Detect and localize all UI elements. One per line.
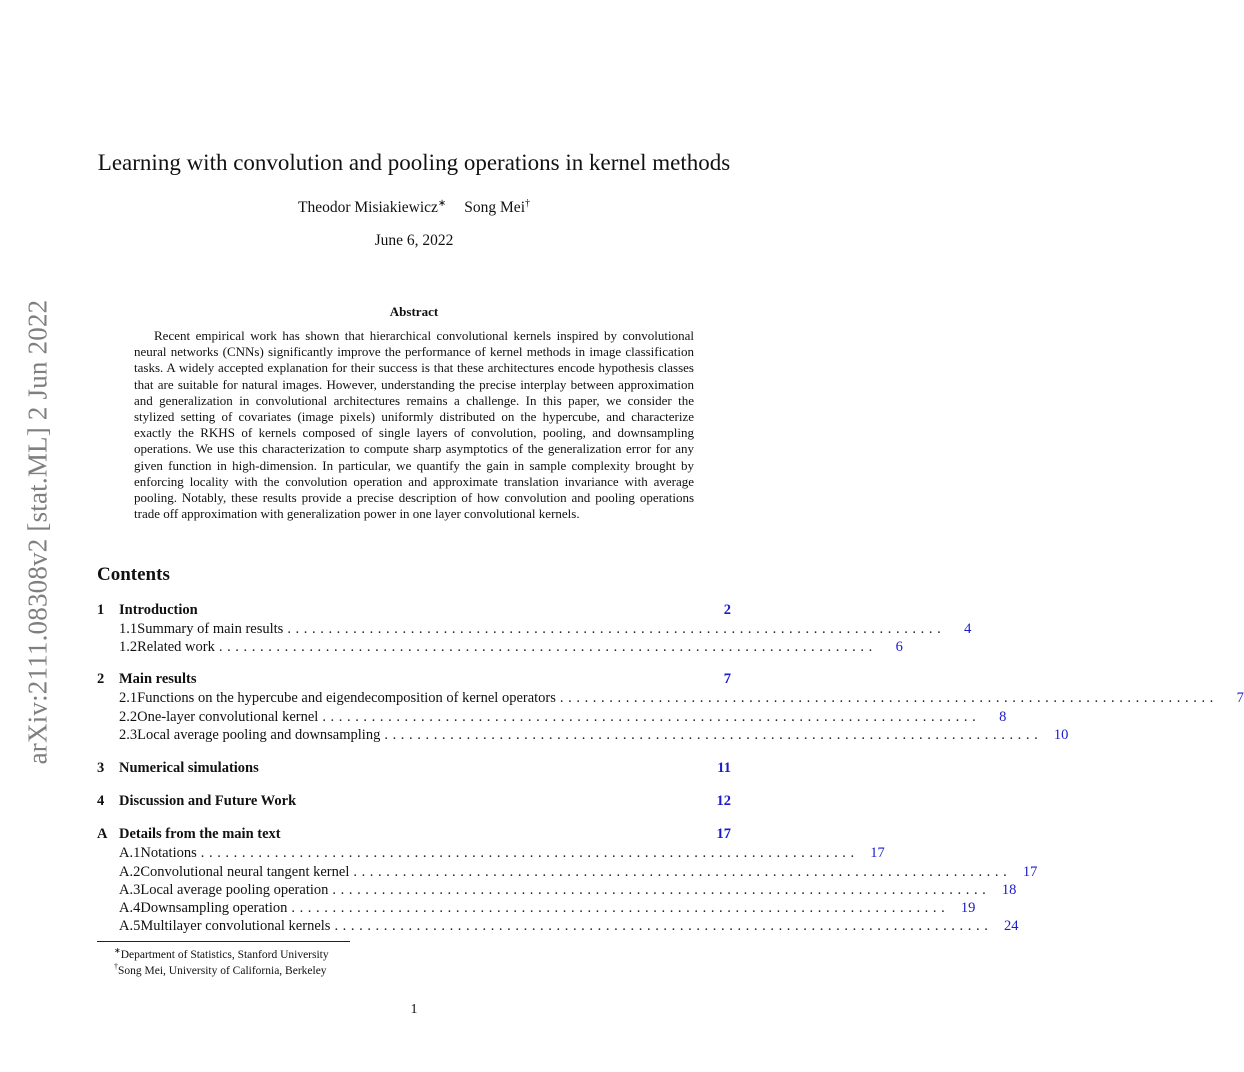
toc-leader-dots: ................................................................................ bbox=[384, 727, 1043, 743]
toc-entry-number: 1.1 bbox=[119, 621, 138, 637]
toc-leader-dots: ................................................................................ bbox=[322, 709, 981, 725]
toc-subsection-entry[interactable] bbox=[97, 900, 976, 918]
contents-heading: Contents bbox=[97, 564, 170, 585]
toc-entry-title[interactable]: Numerical simulations bbox=[119, 760, 259, 776]
toc-leader-dots: ................................................................................ bbox=[200, 845, 859, 861]
author-affiliation-mark[interactable]: ∗ bbox=[437, 198, 447, 209]
toc-leader-dots: ................................................................................ bbox=[559, 690, 1218, 706]
toc-subsection-entry[interactable] bbox=[97, 918, 1019, 936]
footnote-divider bbox=[97, 941, 350, 942]
toc-page-link[interactable]: 11 bbox=[717, 760, 731, 776]
abstract-body: Recent empirical work has shown that hierarchical convolutional kernels inspired by convolutional neural networks (CNNs) significantly improve the performance of kernel methods in image classification tasks. A widely accepted explanation for their success is that these architectures encode hypothesis classes that are suitable for natural images. However, understanding the precise interplay between approximation and generalization in convolutional architectures remains a challenge. In this paper, we consider the stylized setting of covariates (image pixels) uniformly distributed on the hypercube, and characterize exactly the RKHS of kernels composed of single layers of convolution, pooling, and downsampling operations. We use this characterization to compute sharp asymptotics of the generalization error for any given function in high-dimension. In particular, we quantify the gain in sample complexity brought by enforcing locality with the convolution operation and approximate translation invariance with average pooling. Notably, these results provide a precise description of how convolution and pooling operations trade off approximation with generalization power in one layer convolutional kernels. bbox=[134, 328, 694, 522]
toc-entry-number: 4 bbox=[97, 793, 105, 809]
toc-entry-title[interactable]: Convolutional neural tangent kernel bbox=[140, 864, 350, 880]
toc-entry-number: 1.2 bbox=[119, 639, 138, 655]
toc-entry-title[interactable]: Functions on the hypercube and eigendecomposition of kernel operators bbox=[137, 690, 556, 706]
toc-entry-number: 2.1 bbox=[119, 690, 138, 706]
toc-page-link[interactable]: 12 bbox=[716, 793, 731, 809]
toc-page-link[interactable]: 17 bbox=[870, 845, 885, 861]
footnote-text: Song Mei, University of California, Berkeley bbox=[118, 964, 327, 977]
toc-section-entry[interactable] bbox=[97, 760, 731, 778]
toc-page-link[interactable]: 17 bbox=[716, 826, 731, 842]
toc-entry-title[interactable]: Introduction bbox=[119, 602, 198, 618]
toc-section-entry[interactable] bbox=[97, 793, 731, 811]
toc-page-link[interactable]: 10 bbox=[1053, 727, 1069, 743]
toc-entry-title[interactable]: Main results bbox=[119, 671, 197, 687]
toc-entry-number: 2 bbox=[97, 671, 105, 687]
toc-subsection-entry[interactable] bbox=[97, 709, 1007, 727]
toc-entry-title[interactable]: Details from the main text bbox=[119, 826, 281, 842]
toc-leader-dots: ................................................................................ bbox=[332, 882, 991, 898]
paper-date: June 6, 2022 bbox=[374, 232, 454, 249]
footnote-mark: † bbox=[114, 962, 118, 971]
toc-leader-dots: ................................................................................ bbox=[291, 900, 950, 916]
toc-subsection-entry[interactable] bbox=[97, 864, 1038, 882]
toc-entry-title[interactable]: Local average pooling operation bbox=[140, 882, 329, 898]
toc-entry-number: 3 bbox=[97, 760, 105, 776]
toc-page-link[interactable]: 2 bbox=[723, 602, 731, 618]
toc-subsection-entry[interactable] bbox=[97, 639, 903, 657]
toc-page-link[interactable]: 18 bbox=[1001, 882, 1017, 898]
footnote-text: Department of Statistics, Stanford University bbox=[120, 948, 329, 961]
toc-subsection-entry[interactable] bbox=[97, 882, 1017, 900]
toc-section-entry[interactable] bbox=[97, 826, 731, 844]
toc-page-link[interactable]: 24 bbox=[1003, 918, 1019, 934]
toc-entry-title[interactable]: Notations bbox=[140, 845, 197, 861]
toc-entry-number: A.4 bbox=[119, 900, 141, 916]
footnote bbox=[114, 946, 329, 961]
toc-entry-title[interactable]: Downsampling operation bbox=[140, 900, 288, 916]
toc-entry-number: A.3 bbox=[119, 882, 141, 898]
toc-entry-number: 1 bbox=[97, 602, 105, 618]
toc-entry-title[interactable]: Multilayer convolutional kernels bbox=[140, 918, 331, 934]
toc-subsection-entry[interactable] bbox=[97, 690, 1244, 708]
toc-entry-number: A.1 bbox=[119, 845, 141, 861]
footnote-mark: ∗ bbox=[114, 946, 121, 955]
toc-section-entry[interactable] bbox=[97, 602, 731, 620]
toc-entry-number: A bbox=[97, 826, 108, 842]
toc-entry-title[interactable]: Summary of main results bbox=[137, 621, 284, 637]
toc-page-link[interactable]: 4 bbox=[964, 621, 972, 637]
toc-page-link[interactable]: 7 bbox=[723, 671, 731, 687]
toc-entry-number: A.5 bbox=[119, 918, 141, 934]
author-name: Song Mei bbox=[464, 199, 525, 217]
toc-leader-dots: ................................................................................ bbox=[334, 918, 993, 934]
toc-entry-title[interactable]: Discussion and Future Work bbox=[119, 793, 297, 809]
toc-page-link[interactable]: 7 bbox=[1236, 690, 1244, 706]
toc-entry-title[interactable]: Related work bbox=[137, 639, 215, 655]
toc-entry-number: 2.2 bbox=[119, 709, 138, 725]
paper-title: Learning with convolution and pooling operations in kernel methods bbox=[97, 150, 731, 175]
footnote bbox=[114, 962, 327, 977]
page-number: 1 bbox=[410, 1002, 418, 1017]
arxiv-identifier-stamp[interactable]: arXiv:2111.08308v2 [stat.ML] 2 Jun 2022 bbox=[22, 299, 53, 765]
toc-entry-title[interactable]: One-layer convolutional kernel bbox=[137, 709, 319, 725]
toc-entry-title[interactable]: Local average pooling and downsampling bbox=[137, 727, 381, 743]
toc-entry-number: A.2 bbox=[119, 864, 141, 880]
abstract-heading: Abstract bbox=[389, 304, 439, 319]
toc-subsection-entry[interactable] bbox=[97, 621, 972, 639]
toc-page-link[interactable]: 17 bbox=[1022, 864, 1038, 880]
author-line bbox=[0, 198, 828, 217]
toc-section-entry[interactable] bbox=[97, 671, 731, 689]
author-affiliation-mark[interactable]: † bbox=[525, 198, 530, 209]
toc-leader-dots: ................................................................................ bbox=[287, 621, 946, 637]
toc-page-link[interactable]: 8 bbox=[999, 709, 1007, 725]
toc-page-link[interactable]: 6 bbox=[895, 639, 903, 655]
toc-leader-dots: ................................................................................ bbox=[218, 639, 877, 655]
toc-subsection-entry[interactable] bbox=[97, 727, 1069, 745]
author-name: Theodor Misiakiewicz bbox=[298, 199, 438, 217]
toc-leader-dots: ................................................................................ bbox=[353, 864, 1012, 880]
toc-page-link[interactable]: 19 bbox=[960, 900, 976, 916]
toc-entry-number: 2.3 bbox=[119, 727, 138, 743]
toc-subsection-entry[interactable] bbox=[97, 845, 885, 863]
